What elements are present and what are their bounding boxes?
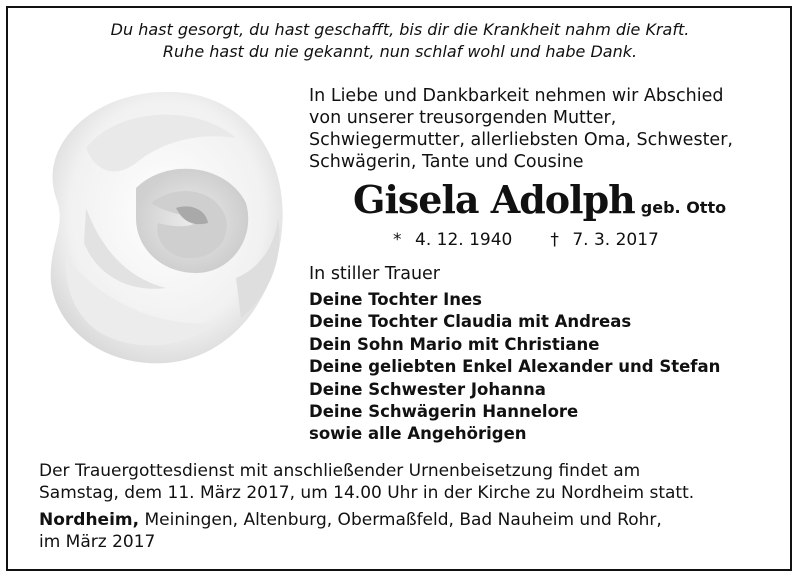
mourner-item: Deine Schwägerin Hannelore <box>309 402 579 422</box>
white-rose-image <box>26 78 296 378</box>
birth-date: 4. 12. 1940 <box>415 230 513 250</box>
place-first: Nordheim, <box>39 510 140 530</box>
places-line <box>39 509 779 531</box>
service-line: Der Trauergottesdienst mit anschließender Urnenbeisetzung findet am <box>39 461 641 481</box>
notice-date: im März 2017 <box>39 532 156 552</box>
birth-symbol: * <box>393 230 402 250</box>
mourning-heading: In stiller Trauer <box>309 264 440 284</box>
intro-text <box>309 85 779 173</box>
mourner-item: Deine Schwester Johanna <box>309 379 546 399</box>
mourner-item: Deine Tochter Claudia mit Andreas <box>309 312 632 332</box>
mourner-item: sowie alle Angehörigen <box>309 424 527 444</box>
life-dates <box>393 230 659 250</box>
maiden-name: geb. Otto <box>640 198 727 217</box>
death-date: 7. 3. 2017 <box>572 230 659 250</box>
intro-line: Schwägerin, Tante und Cousine <box>309 152 584 172</box>
places-and-date <box>39 509 779 553</box>
mourners-list <box>309 289 720 446</box>
intro-line: von unserer treusorgenden Mutter, <box>309 108 617 128</box>
mourner-item: Deine geliebten Enkel Alexander und Stefan <box>309 357 721 377</box>
motto-line: Ruhe hast du nie gekannt, nun schlaf wohl und habe Dank. <box>162 42 638 61</box>
mourner-item: Dein Sohn Mario mit Christiane <box>309 334 600 354</box>
intro-line: Schwiegermutter, allerliebsten Oma, Schwester, <box>309 130 733 150</box>
service-announcement <box>39 460 779 504</box>
deceased-name-line <box>353 177 726 222</box>
deceased-name: Gisela Adolph <box>353 177 635 222</box>
mourner-item: Deine Tochter Ines <box>309 290 483 309</box>
motto-verse <box>0 19 800 63</box>
place-rest: Meiningen, Altenburg, Obermaßfeld, Bad Nauheim und Rohr, <box>139 510 662 530</box>
motto-line: Du hast gesorgt, du hast geschafft, bis dir die Krankheit nahm die Kraft. <box>110 20 690 39</box>
death-symbol: † <box>550 230 559 250</box>
intro-line: In Liebe und Dankbarkeit nehmen wir Abschied <box>309 86 724 106</box>
service-line: Samstag, dem 11. März 2017, um 14.00 Uhr in der Kirche zu Nordheim statt. <box>39 483 695 503</box>
